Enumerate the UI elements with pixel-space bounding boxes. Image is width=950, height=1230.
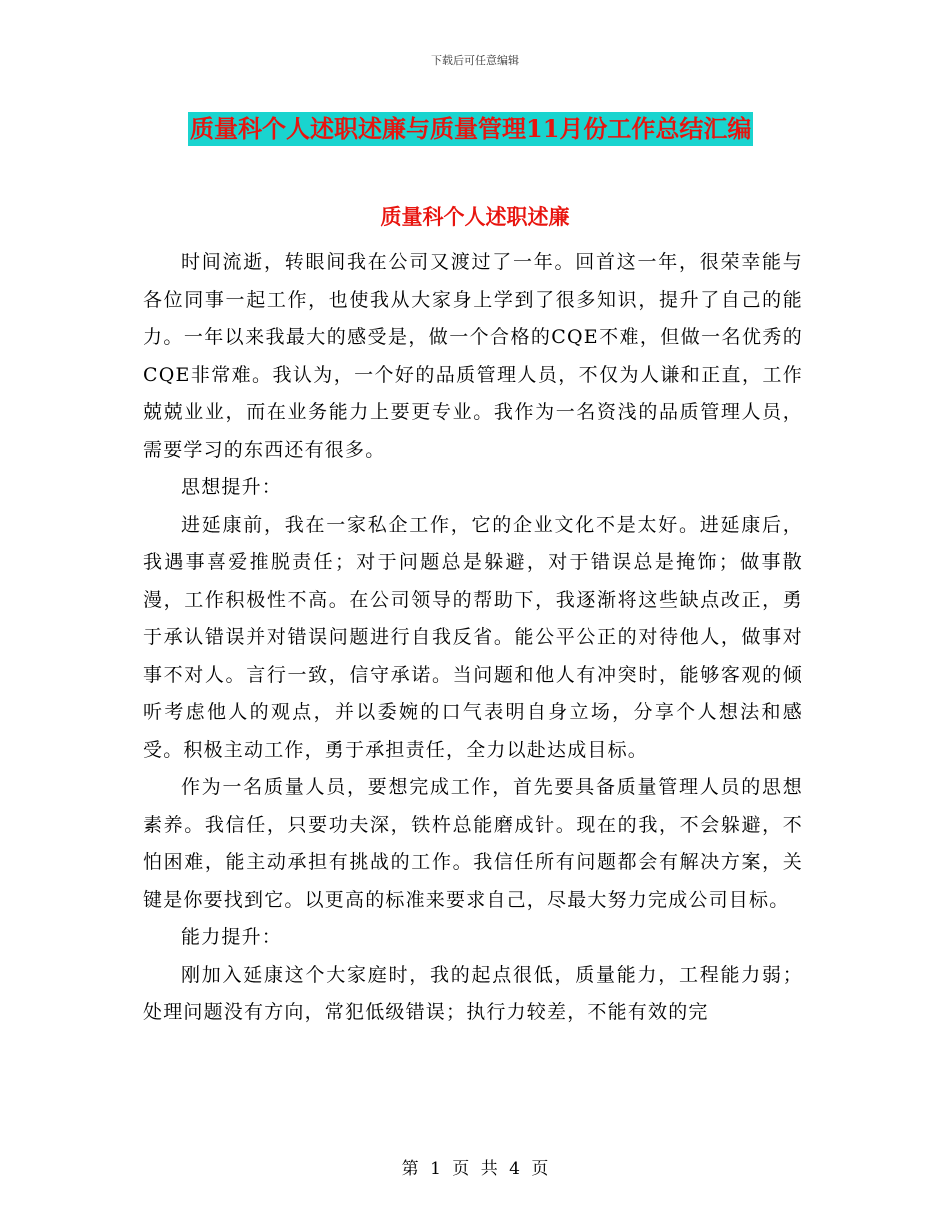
paragraph-thought-2: 作为一名质量人员，要想完成工作，首先要具备质量管理人员的思想素养。我信任，只要功夫深，铁杵总能磨成针。现在的我，不会躲避，不怕困难，能主动承担有挑战的工作。我信任所有问题都会有解决方案，关键是你要找到它。以更高的标准来要求自己，尽最大努力完成公司目标。 (143, 776, 803, 911)
paragraph-ability-1: 刚加入延康这个大家庭时，我的起点很低，质量能力，工程能力弱；处理问题没有方向，常犯低级错误；执行力较差，不能有效的完 (143, 963, 803, 1023)
subheading-thought: 思想提升： (181, 476, 283, 498)
document-title: 质量科个人述职述廉与质量管理11月份工作总结汇编 (188, 112, 753, 146)
page-footer-number: 第 1 页 共 4 页 (401, 1159, 549, 1179)
document-body (143, 244, 803, 1032)
paragraph-thought-1: 进延康前，我在一家私企工作，它的企业文化不是太好。进延康后，我遇事喜爱推脱责任；对于问题总是躲避，对于错误总是掩饰；做事散漫，工作积极性不高。在公司领导的帮助下，我逐渐将这些缺点改正，勇于承认错误并对错误问题进行自我反省。能公平公正的对待他人，做事对事不对人。言行一致，信守承诺。当问题和他人有冲突时，能够客观的倾听考虑他人的观点，并以委婉的口气表明自身立场，分享个人想法和感受。积极主动工作，勇于承担责任，全力以赴达成目标。 (143, 513, 803, 761)
page-header-note: 下载后可任意编辑 (431, 54, 519, 67)
subheading-ability: 能力提升： (181, 926, 283, 948)
section-title: 质量科个人述职述廉 (380, 204, 570, 229)
paragraph-intro: 时间流逝，转眼间我在公司又渡过了一年。回首这一年，很荣幸能与各位同事一起工作，也使我从大家身上学到了很多知识，提升了自己的能力。一年以来我最大的感受是，做一个合格的CQE不难，但做一名优秀的CQE非常难。我认为，一个好的品质管理人员，不仅为人谦和正直，工作兢兢业业，而在业务能力上要更专业。我作为一名资浅的品质管理人员，需要学习的东西还有很多。 (143, 251, 803, 461)
